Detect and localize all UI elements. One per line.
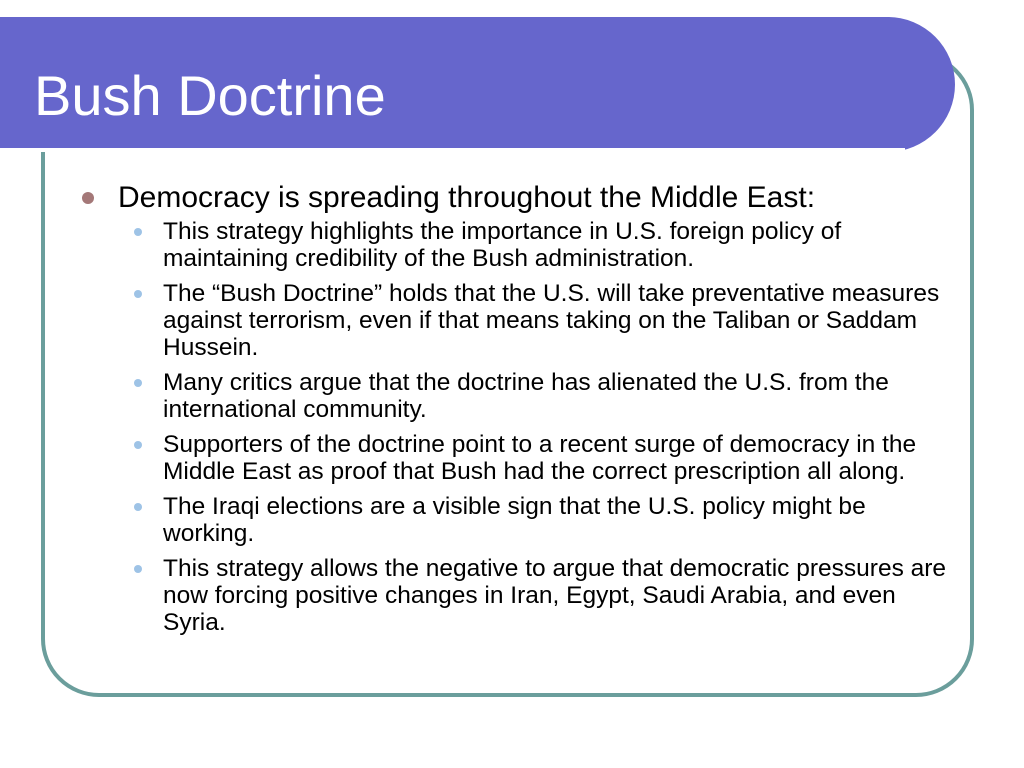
- sub-bullet-dot-icon: [134, 565, 142, 573]
- sub-bullet-point: [128, 280, 952, 361]
- sub-bullet-dot-icon: [134, 290, 142, 298]
- sub-point-text: The Iraqi elections are a visible sign that the U.S. policy might be working.: [163, 493, 866, 547]
- sub-point-text: This strategy allows the negative to argue that democratic pressures are now forcing positive changes in Iran, Egypt, Saudi Arabia, and even Syria.: [163, 555, 947, 636]
- slide-title: Bush Doctrine: [34, 64, 386, 127]
- sub-bullet-dot-icon: [134, 441, 142, 449]
- sub-bullet-point: [128, 431, 952, 485]
- sub-bullet-dot-icon: [134, 503, 142, 511]
- main-bullet-dot-icon: [82, 192, 94, 204]
- main-bullet-point: [82, 179, 952, 216]
- sub-point-text: Supporters of the doctrine point to a recent surge of democracy in the Middle East as proof that Bush had the correct prescription all along.: [163, 431, 917, 485]
- sub-bullet-point: [128, 218, 952, 272]
- sub-bullet-dot-icon: [134, 379, 142, 387]
- main-point-text: Democracy is spreading throughout the Middle East:: [118, 181, 816, 214]
- slide-body: [82, 179, 952, 644]
- sub-bullet-dot-icon: [134, 228, 142, 236]
- sub-bullet-point: [128, 369, 952, 423]
- sub-bullet-point: [128, 493, 952, 547]
- title-bar: [0, 17, 955, 152]
- sub-bullet-list: [82, 218, 952, 636]
- sub-point-text: This strategy highlights the importance in U.S. foreign policy of maintaining credibility of the Bush administration.: [163, 218, 842, 272]
- sub-bullet-point: [128, 555, 952, 636]
- sub-point-text: The “Bush Doctrine” holds that the U.S. will take preventative measures against terrorism, even if that means taking on the Taliban or Saddam Hussein.: [163, 280, 940, 361]
- sub-point-text: Many critics argue that the doctrine has alienated the U.S. from the international community.: [163, 369, 889, 423]
- title-underline: [0, 148, 905, 152]
